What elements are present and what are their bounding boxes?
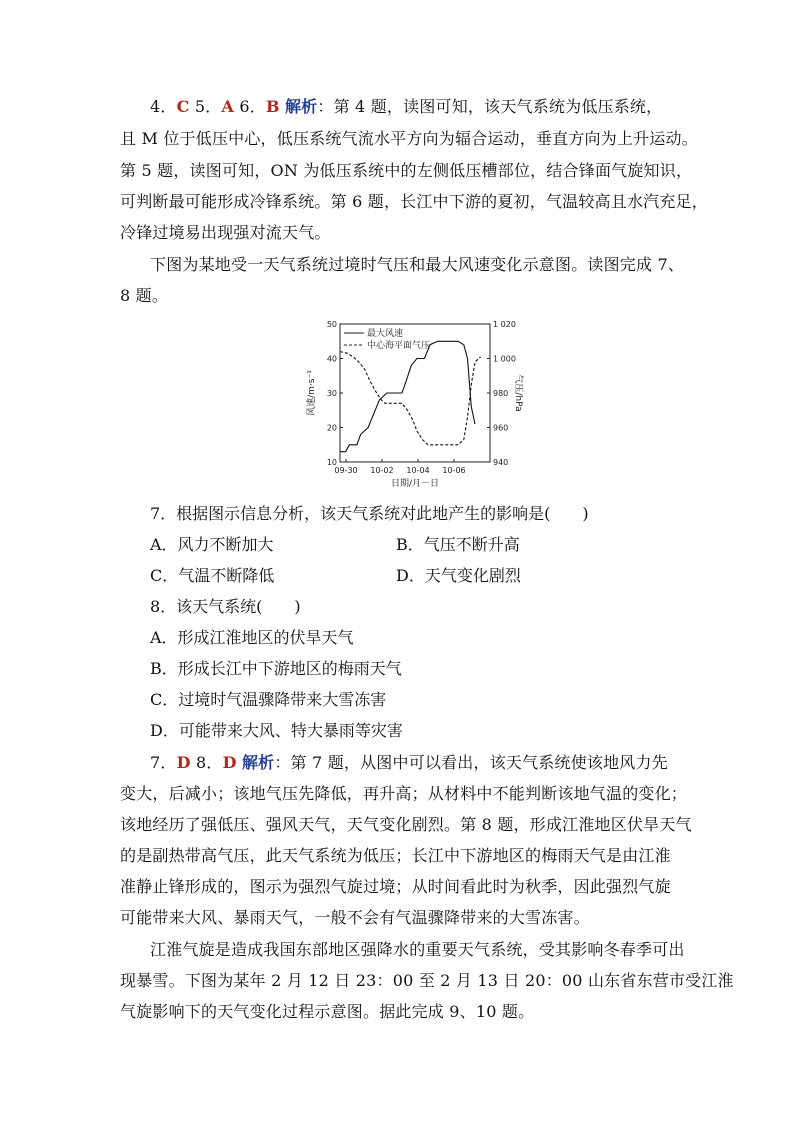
y-right-tick-label: 1 020 [493, 320, 516, 329]
analysis-text: 该地经历了强低压、强风天气，天气变化剧烈。第 8 题，形成江淮地区伏旱天气 [120, 815, 692, 834]
question-8-option-c: C．过境时气温骤降带来大雪冻害 [150, 690, 387, 709]
x-tick-label: 10-02 [370, 466, 394, 475]
y-right-tick-label: 940 [493, 458, 509, 467]
y-left-tick-label: 40 [326, 354, 337, 364]
analysis-text: 可判断最可能形成冷锋系统。第 6 题，长江中下游的夏初，气温较高且水汽充足， [120, 192, 708, 211]
analysis-label: 解析 [284, 97, 318, 116]
question-8-option-a: A．形成江淮地区的伏旱天气 [150, 628, 354, 647]
y-left-tick-label: 10 [326, 458, 337, 467]
analysis-text: 准静止锋形成的，图示为强烈气旋过境；从时间看此时为秋季，因此强烈气旋 [120, 877, 671, 896]
intro-text: 8 题。 [120, 286, 169, 305]
answer-number: 4． [150, 97, 177, 116]
answer-letter: A [221, 97, 235, 116]
analysis-text: 冷锋过境易出现强对流天气。 [120, 223, 331, 242]
analysis-text: ：第 7 题，从图中可以看出，该天气系统使该地风力先 [274, 753, 668, 772]
analysis-label: 解析 [241, 753, 275, 772]
question-8-option-b: B．形成长江中下游地区的梅雨天气 [150, 659, 402, 678]
y-left-tick-label: 50 [326, 320, 337, 329]
intro-text: 江淮气旋是造成我国东部地区强降水的重要天气系统，受其影响冬春季可出 [150, 940, 685, 959]
question-8-stem: 8．该天气系统( ) [150, 597, 301, 616]
intro-text: 气旋影响下的天气变化过程示意图。据此完成 9、10 题。 [120, 1002, 535, 1021]
analysis-text: 变大，后减小；该地气压先降低，再升高；从材料中不能判断该地气温的变化； [120, 784, 688, 803]
intro-text: 下图为某地受一天气系统过境时气压和最大风速变化示意图。读图完成 7、 [150, 255, 685, 274]
analysis-text: 且 M 位于低压中心，低压系统气流水平方向为辐合运动，垂直方向为上升运动。 [120, 129, 698, 148]
legend-wind-label: 最大风速 [367, 329, 404, 339]
intro-text: 现暴雪。下图为某年 2 月 12 日 23：00 至 2 月 13 日 20：00 山东省东营市受江淮 [120, 971, 734, 990]
y-right-tick-label: 980 [493, 389, 509, 398]
x-axis-label: 日期/月－日 [390, 479, 440, 489]
question-7-option-d: D．天气变化剧烈 [396, 566, 521, 585]
analysis-text: 第 5 题，读图可知，ON 为低压系统中的左侧低压槽部位，结合锋面气旋知识， [120, 161, 693, 180]
x-tick-label: 10-06 [442, 466, 466, 475]
question-8-option-d: D．可能带来大风、特大暴雨等灾害 [150, 721, 403, 740]
analysis-text: 可能带来大风、暴雨天气，一般不会有气温骤降带来的大雪冻害。 [120, 908, 590, 927]
y-right-tick-label: 960 [493, 423, 509, 433]
y-left-tick-label: 30 [326, 389, 337, 398]
wind-pressure-chart [300, 316, 530, 492]
y-right-tick-label: 1 000 [493, 354, 516, 364]
x-tick-label: 09-30 [334, 466, 358, 475]
analysis-text: ：第 4 题，读图可知，该天气系统为低压系统， [317, 97, 663, 116]
legend [344, 327, 430, 351]
answer-number: 7． [150, 753, 177, 772]
answer-number: 5． [194, 97, 222, 116]
question-7-option-b: B．气压不断升高 [396, 535, 520, 554]
question-7-stem: 7．根据图示信息分析，该天气系统对此地产生的影响是( ) [150, 504, 589, 523]
wind-speed-series [340, 341, 475, 451]
y-left-tick-label: 20 [326, 423, 337, 433]
y-axis-left-label: 风速/m·s⁻¹ [307, 370, 317, 416]
answer-line-4-6 [150, 96, 680, 118]
y-axis-right-label: 气压/hPa [513, 374, 523, 412]
answer-letter: C [176, 97, 190, 116]
legend-pressure-label: 中心海平面气压 [367, 341, 431, 351]
analysis-text: 的是副热带高气压，此天气系统为低压；长江中下游地区的梅雨天气是由江淮 [120, 846, 671, 865]
x-tick-label: 10-04 [406, 466, 430, 475]
question-7-option-a: A．风力不断加大 [150, 535, 274, 554]
answer-letter: D [176, 753, 191, 772]
question-7-option-c: C．气温不断降低 [150, 566, 275, 585]
answer-letter: D [222, 753, 237, 772]
answer-line-7-8 [150, 752, 680, 774]
answer-number: 8． [195, 753, 223, 772]
pressure-series [340, 352, 481, 445]
answer-number: 6． [239, 97, 266, 116]
answer-letter: B [265, 97, 280, 116]
